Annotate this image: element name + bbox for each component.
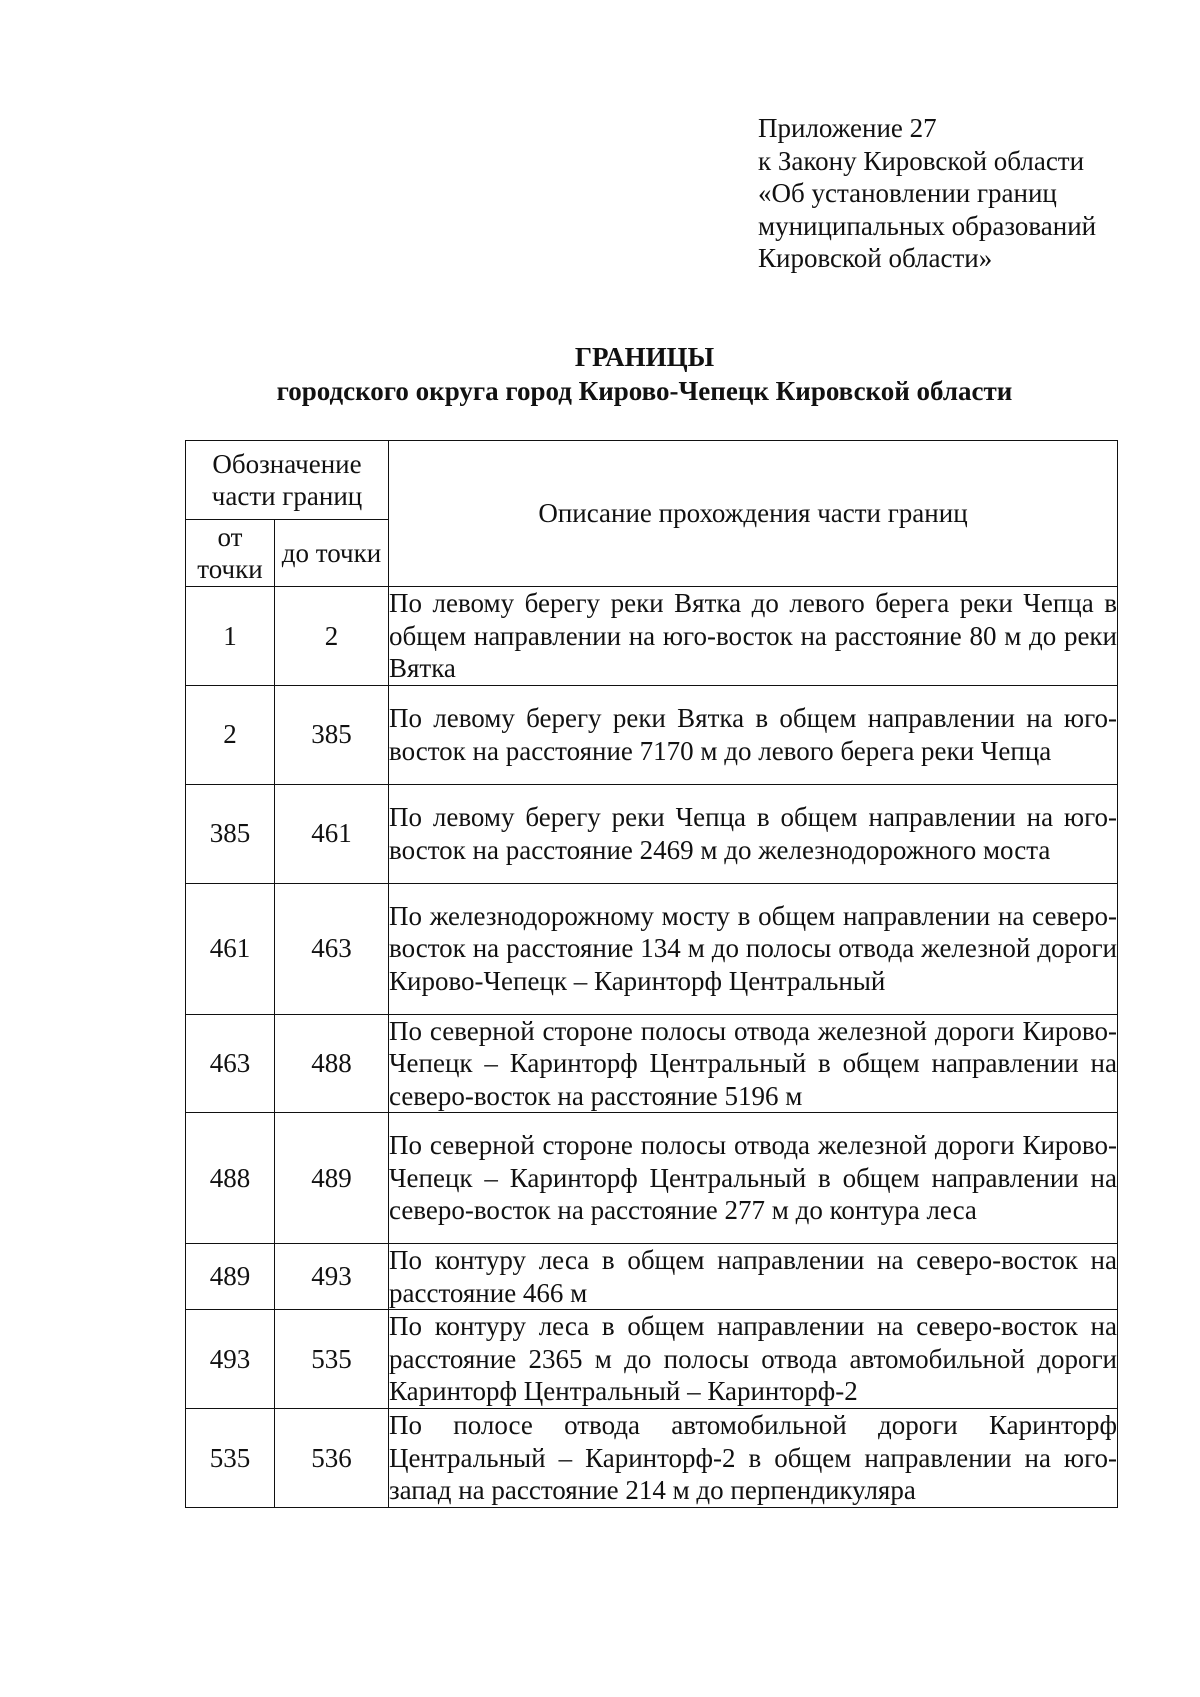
title-sub: городского округа город Кирово-Чепецк Кировской области [276,376,1013,406]
appendix-line: Приложение 27 [758,113,937,143]
cell-description: По контуру леса в общем направлении на северо-восток на расстояние 466 м [389,1245,1117,1308]
document-title [0,340,1200,408]
cell-from: 463 [186,1014,275,1113]
cell-description: По полосе отвода автомобильной дороги Каринторф Центральный – Каринторф-2 в общем направлении на юго-запад на расстояние 214 м до перпендикуляра [389,1410,1117,1505]
cell-description: По контуру леса в общем направлении на северо-восток на расстояние 2365 м до полосы отвода автомобильной дороги Каринторф Центральный – Каринторф-2 [389,1310,1118,1409]
cell-description: По железнодорожному мосту в общем направлении на северо-восток на расстояние 134 м до полосы отвода железной дороги Кирово-Чепецк – Каринторф Центральный [389,883,1118,1014]
boundaries-table [185,440,1118,1508]
cell-to: 463 [275,883,389,1014]
cell-description: По северной стороне полосы отвода железной дороги Кирово-Чепецк – Каринторф Центральный в общем направлении на северо-восток на расстояние 5196 м [389,1015,1117,1111]
table-row [186,685,1118,784]
table-row [186,883,1118,1014]
appendix-line: муниципальных образований [758,210,1097,241]
appendix-line: «Об установлении границ [758,178,1057,208]
cell-from: 489 [186,1244,275,1310]
cell-to: 488 [275,1014,389,1113]
cell-to: 489 [275,1113,389,1244]
cell-from: 488 [186,1113,275,1244]
header-description: Описание прохождения части границ [389,441,1118,587]
cell-from: 385 [186,784,275,883]
title-main: ГРАНИЦЫ [574,342,715,372]
cell-to: 461 [275,784,389,883]
table-header-row [186,441,1118,520]
cell-to: 2 [275,587,389,686]
header-from-point: от точки [186,520,275,587]
appendix-header [758,112,1096,275]
table-row [186,1113,1118,1244]
table-row [186,587,1118,686]
table-row [186,1310,1118,1409]
cell-to: 536 [275,1409,389,1508]
appendix-line: Кировской области» [758,243,993,273]
table-row [186,1014,1118,1113]
table-row [186,1244,1118,1310]
cell-from: 493 [186,1310,275,1409]
cell-to: 493 [275,1244,389,1310]
cell-description: По левому берегу реки Вятка в общем направлении на юго-восток на расстояние 7170 м до левого берега реки Чепца [389,685,1118,784]
cell-description: По левому берегу реки Вятка до левого берега реки Чепца в общем направлении на юго-восток на расстояние 80 м до реки Вятка [389,588,1117,683]
table-row [186,1409,1118,1508]
cell-from: 1 [186,587,275,686]
cell-from: 461 [186,883,275,1014]
cell-from: 535 [186,1409,275,1508]
appendix-line: к Закону Кировской области [758,145,1085,176]
cell-from: 2 [186,685,275,784]
cell-to: 385 [275,685,389,784]
cell-to: 535 [275,1310,389,1409]
header-to-point: до точки [275,520,389,587]
cell-description: По северной стороне полосы отвода железной дороги Кирово-Чепецк – Каринторф Центральный в общем направлении на северо-восток на расстояние 277 м до контура леса [389,1113,1118,1244]
table-row [186,784,1118,883]
cell-description: По левому берегу реки Чепца в общем направлении на юго-восток на расстояние 2469 м до железнодорожного моста [389,784,1118,883]
header-part-designation: Обозначение части границ [186,441,389,520]
